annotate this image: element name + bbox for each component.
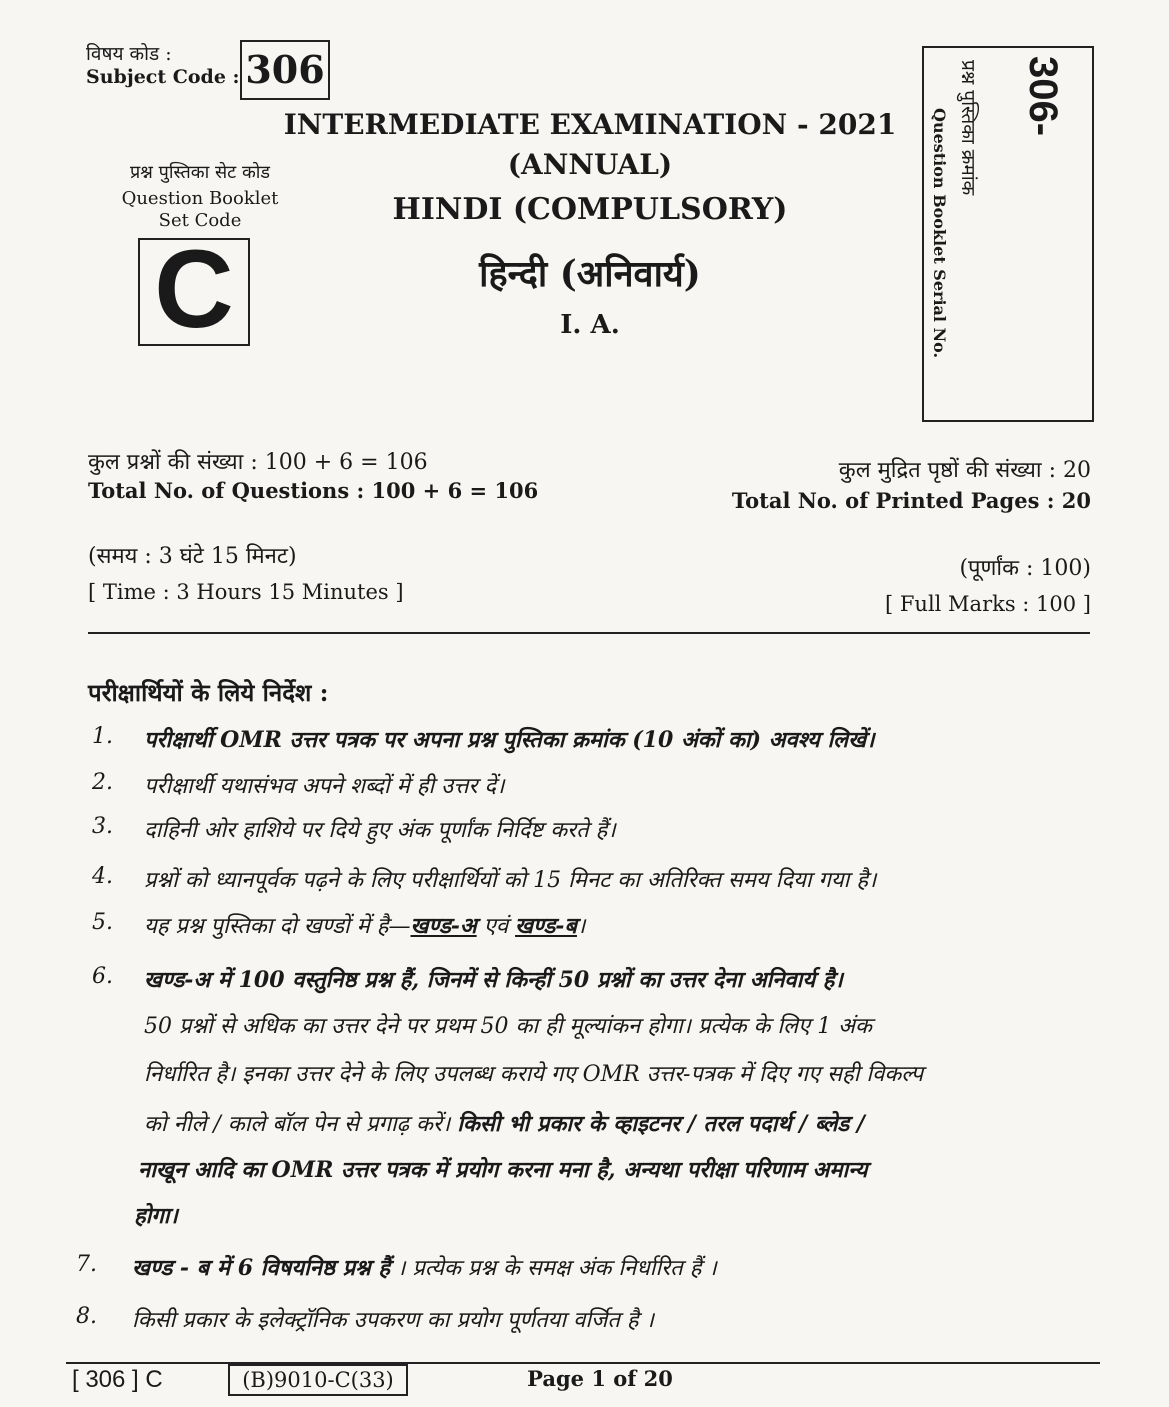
- set-code-label-line2: Set Code: [158, 210, 242, 231]
- instruction-item: [132, 1252, 717, 1282]
- section-a-label: खण्ड-अ: [410, 913, 477, 939]
- serial-label-hindi: प्रश्न पुस्तिका क्रमांक: [957, 60, 979, 196]
- footer-batch-code: (B)9010-C(33): [228, 1364, 408, 1396]
- set-code-label-hindi: प्रश्न पुस्तिका सेट कोड: [129, 162, 271, 183]
- instruction-item: दाहिनी ओर हाशिये पर दिये हुए अंक पूर्णांक निर्दिष्ट करते हैं।: [144, 818, 616, 843]
- instruction-text: यह प्रश्न पुस्तिका दो खण्डों में है—: [144, 914, 411, 939]
- full-marks: [ Full Marks : 100 ]: [884, 592, 1091, 616]
- instruction-text-bold: किसी भी प्रकार के व्हाइटनर / तरल पदार्थ / ब्लेड /: [457, 1111, 865, 1137]
- subject-title-hindi: हिन्दी (अनिवार्य): [479, 253, 701, 295]
- total-questions: Total No. of Questions : 100 + 6 = 106: [88, 478, 539, 503]
- instruction-item: किसी प्रकार के इलेक्ट्रॉनिक उपकरण का प्रयोग पूर्णतया वर्जित है ।: [132, 1308, 654, 1333]
- time-hindi: (समय : 3 घंटे 15 मिनट): [88, 544, 297, 569]
- serial-code: 306-: [1021, 56, 1065, 137]
- section-b-label: खण्ड-ब: [515, 913, 577, 939]
- instruction-item-line: [144, 1108, 865, 1138]
- instruction-number: 6.: [92, 964, 113, 989]
- total-pages: Total No. of Printed Pages : 20: [731, 488, 1091, 513]
- instruction-item: [144, 910, 585, 940]
- instruction-text: ।: [576, 914, 586, 939]
- subject-code-box: 306: [240, 40, 330, 100]
- instruction-number: 1.: [92, 724, 113, 749]
- footer-divider: [66, 1362, 1100, 1364]
- instruction-number: 2.: [92, 770, 113, 795]
- instruction-item-line: होगा।: [134, 1203, 178, 1229]
- total-questions-hindi: कुल प्रश्नों की संख्या : 100 + 6 = 106: [88, 450, 428, 475]
- subject-code-label-hindi: विषय कोड :: [86, 43, 172, 65]
- divider: [88, 632, 1090, 634]
- instruction-number: 3.: [92, 814, 113, 839]
- subject-code-label: Subject Code :: [86, 66, 240, 88]
- instruction-number: 5.: [92, 910, 113, 935]
- instruction-number: 7.: [76, 1252, 97, 1277]
- serial-label: Question Booklet Serial No.: [930, 108, 949, 359]
- exam-type: (ANNUAL): [507, 148, 673, 181]
- set-code-letter: C: [154, 228, 234, 351]
- instruction-number: 4.: [92, 864, 113, 889]
- exam-title: INTERMEDIATE EXAMINATION - 2021: [283, 108, 897, 141]
- instruction-item-line: 50 प्रश्नों से अधिक का उत्तर देने पर प्रथम 50 का ही मूल्यांकन होगा। प्रत्येक के लिए 1 अंक: [144, 1014, 872, 1039]
- instruction-text-bold: खण्ड - ब में 6 विषयनिष्ठ प्रश्न हैं: [132, 1255, 391, 1281]
- instruction-text: को नीले / काले बॉल पेन से प्रगाढ़ करें।: [144, 1112, 458, 1137]
- instruction-item: प्रश्नों को ध्यानपूर्वक पढ़ने के लिए परीक्षार्थियों को 15 मिनट का अतिरिक्त समय दिया गया है।: [144, 868, 877, 893]
- instructions-heading: परीक्षार्थियों के लिये निर्देश :: [88, 678, 329, 707]
- subject-title: HINDI (COMPULSORY): [392, 192, 788, 227]
- stream: I. A.: [560, 310, 620, 340]
- instruction-item-line: खण्ड-अ में 100 वस्तुनिष्ठ प्रश्न हैं, जिनमें से किन्हीं 50 प्रश्नों का उत्तर देना अनिवार्य है।: [144, 967, 843, 993]
- instruction-text: एवं: [476, 914, 516, 939]
- instruction-item-line: नाखून आदि का OMR उत्तर पत्रक में प्रयोग करना मना है, अन्यथा परीक्षा परिणाम अमान्य: [138, 1157, 868, 1183]
- instruction-item-line: निर्धारित है। इनका उत्तर देने के लिए उपलब्ध कराये गए OMR उत्तर-पत्रक में दिए गए सही विकल्प: [144, 1062, 924, 1087]
- instruction-text: । प्रत्येक प्रश्न के समक्ष अंक निर्धारित हैं ।: [390, 1256, 717, 1281]
- total-pages-hindi: कुल मुद्रित पृष्ठों की संख्या : 20: [838, 458, 1091, 483]
- time: [ Time : 3 Hours 15 Minutes ]: [88, 580, 404, 604]
- set-code-label-line1: Question Booklet: [121, 188, 279, 209]
- instruction-item: परीक्षार्थी यथासंभव अपने शब्दों में ही उत्तर दें।: [144, 774, 505, 799]
- instruction-number: 8.: [76, 1304, 97, 1329]
- full-marks-hindi: (पूर्णांक : 100): [959, 556, 1091, 581]
- page-number: Page 1 of 20: [527, 1366, 673, 1391]
- footer-code: [ 306 ] C: [72, 1366, 163, 1393]
- instruction-item: परीक्षार्थी OMR उत्तर पत्रक पर अपना प्रश्न पुस्तिका क्रमांक (10 अंकों का) अवश्य लिखें।: [144, 727, 875, 753]
